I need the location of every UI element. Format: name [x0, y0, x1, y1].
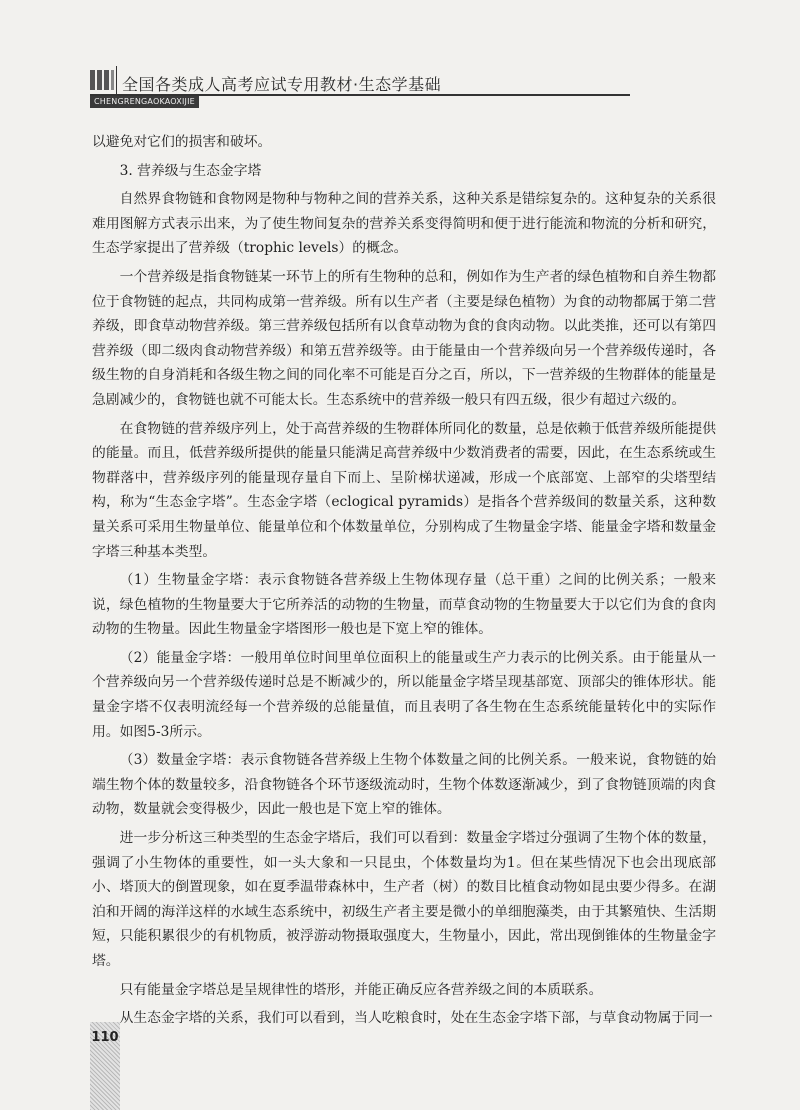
paragraph: （3）数量金字塔：表示食物链各营养级上生物个体数量之间的比例关系。一般来说，食物链的始端生物个体的数量较多，沿食物链各个环节逐级流动时，生物个体数逐渐减少，到了食物链顶端的肉食动物，数量就会变得极少，因此一般也是下宽上窄的锥体。 — [92, 752, 716, 818]
paragraph: 在食物链的营养级序列上，处于高营养级的生物群体所同化的数量，总是依赖于低营养级所能提供的能量。而且，低营养级所提供的能量只能满足高营养级中少数消费者的需要，因此，在生态系统或生物群落中，营养级序列的能量现存量自下而上、呈阶梯状递减，形成一个底部宽、上部窄的尖塔型结构，称为“生态金字塔”。生态金字塔（eclogical pyramids）是指各个营养级间的数量关系，这种数量关系可采用生物量单位、能量单位和个体数量单位，分别构成了生物量金字塔、能量金字塔和数量金字塔三种基本类型。 — [92, 420, 716, 560]
paragraph: 自然界食物链和食物网是物种与物种之间的营养关系，这种关系是错综复杂的。这种复杂的关系很难用图解方式表示出来，为了使生物间复杂的营养关系变得简明和便于进行能流和物流的分析和研究，生态学家提出了营养级（trophic levels）的概念。 — [92, 191, 716, 257]
paragraph: （2）能量金字塔：一般用单位时间里单位面积上的能量或生产力表示的比例关系。由于能量从一个营养级向另一个营养级传递时总是不断减少的，所以能量金字塔呈现基部宽、顶部尖的锥体形状。能量金字塔不仅表明流经每一个营养级的总能量值，而且表明了各生物在生态系统能量转化中的实际作用。如图5-3所示。 — [92, 649, 716, 740]
paragraph: 进一步分析这三种类型的生态金字塔后，我们可以看到：数量金字塔过分强调了生物个体的数量，强调了小生物体的重要性，如一头大象和一只昆虫，个体数量均为1。但在某些情况下也会出现底部小、塔顶大的倒置现象，如在夏季温带森林中，生产者（树）的数目比植食动物如昆虫要少得多。在湖泊和开阔的海洋这样的水域生态系统中，初级生产者主要是微小的单细胞藻类，由于其繁殖快、生活期短，只能积累很少的有机物质，被浮游动物摄取强度大，生物量小，因此，常出现倒锥体的生物量金字塔。 — [92, 830, 716, 969]
paragraph: 一个营养级是指食物链某一环节上的所有生物种的总和，例如作为生产者的绿色植物和自养生物都位于食物链的起点，共同构成第一营养级。所有以生产者（主要是绿色植物）为食的动物都属于第二营养级，即食草动物营养级。第三营养级包括所有以食草动物为食的食肉动物。以此类推，还可以有第四营养级（即二级肉食动物营养级）和第五营养级等。由于能量由一个营养级向另一个营养级传递时，各级生物的自身消耗和各级生物之间的同化率不可能是百分之百，所以，下一营养级的生物群体的能量是急剧减少的，食物链也就不可能太长。生态系统中的营养级一般只有四五级，很少有超过六级的。 — [92, 268, 716, 408]
page-number: 110 — [91, 1030, 119, 1045]
body-text — [92, 130, 716, 1031]
running-header-title: 全国各类成人高考应试专用教材·生态学基础 — [122, 75, 442, 94]
paragraph: 从生态金字塔的关系，我们可以看到，当人吃粮食时，处在生态金字塔下部，与草食动物属于同一 — [119, 1010, 713, 1027]
paragraph: 以避免对它们的损害和破坏。 — [92, 134, 272, 150]
section-heading: 3. 营养级与生态金字塔 — [119, 162, 262, 179]
paragraph: （1）生物量金字塔：表示食物链各营养级上生物体现存量（总干重）之间的比例关系；一般来说，绿色植物的生物量要大于它所养活的动物的生物量，而草食动物的生物量要大于以它们为食的食肉动物的生物量。因此生物量金字塔图形一般也是下宽上窄的锥体。 — [92, 572, 716, 638]
paragraph: 只有能量金字塔总是呈规律性的塔形，并能正确反应各营养级之间的本质联系。 — [119, 981, 603, 998]
header-decoration — [90, 70, 116, 90]
running-header-subtitle: CHENGRENGAOKAOXIJIE — [90, 96, 199, 108]
